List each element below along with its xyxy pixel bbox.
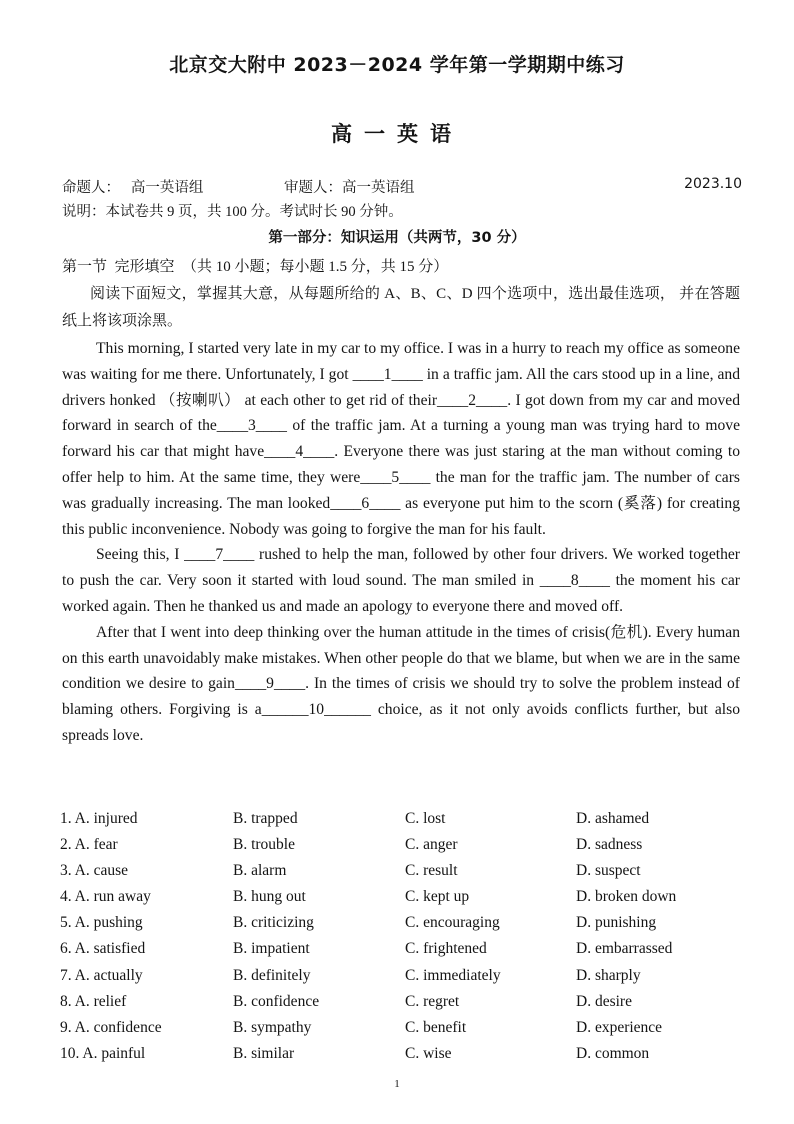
option-d: D. sadness xyxy=(576,836,643,854)
option-b: B. hung out xyxy=(233,888,306,906)
option-c: C. regret xyxy=(405,992,460,1010)
option-c: C. kept up xyxy=(405,888,470,906)
option-row xyxy=(60,862,750,888)
option-c: C. anger xyxy=(405,836,458,854)
option-c: C. encouraging xyxy=(405,914,500,932)
option-row xyxy=(60,836,750,862)
option-a: 5. A. pushing xyxy=(60,914,143,932)
option-b: B. impatient xyxy=(233,940,310,958)
option-c: C. immediately xyxy=(405,966,501,984)
option-c: C. result xyxy=(405,862,458,880)
option-d: D. common xyxy=(576,1044,650,1062)
option-c: C. frightened xyxy=(405,940,487,958)
option-b: B. trapped xyxy=(233,810,298,827)
option-d: D. experience xyxy=(576,1018,663,1036)
option-b: B. definitely xyxy=(233,966,311,984)
page-number: 1 xyxy=(394,1078,400,1090)
cloze-directions: 阅读下面短文，掌握其大意，从每题所给的 A、B、C、D 四个选项中，选出最佳选项， 并在答题纸上将该项涂黑。 xyxy=(62,286,740,329)
option-row xyxy=(60,888,750,914)
option-row xyxy=(60,993,750,1019)
option-row xyxy=(60,940,750,966)
reviewer-label: 审题人：高一英语组 xyxy=(284,180,415,196)
option-b: B. criticizing xyxy=(233,914,314,932)
passage-paragraph: Seeing this, I ____7____ rushed to help the man, followed by other four drivers. We worked together to push the car. Very soon it started with loud sound. The man smiled in ____8____ the moment his car worked again. Then he thanked us and made an apology to everyone there and moved off. xyxy=(62,546,740,615)
section-one-heading: 第一节 完形填空 （共 10 小题；每小题 1.5 分，共 15 分） xyxy=(62,259,449,275)
option-b: B. sympathy xyxy=(233,1018,312,1036)
option-b: B. trouble xyxy=(233,836,295,854)
exam-date: 2023.10 xyxy=(684,176,742,192)
option-row xyxy=(60,967,750,993)
option-d: D. broken down xyxy=(576,888,677,906)
option-row xyxy=(60,914,750,940)
option-d: D. desire xyxy=(576,992,632,1010)
option-a: 8. A. relief xyxy=(60,992,127,1010)
option-b: B. alarm xyxy=(233,862,287,880)
option-row xyxy=(60,1045,750,1071)
option-a: 7. A. actually xyxy=(60,966,143,984)
option-a: 2. A. fear xyxy=(60,836,118,854)
option-a: 4. A. run away xyxy=(60,888,151,906)
option-d: D. suspect xyxy=(576,862,641,880)
passage-paragraph: This morning, I started very late in my car to my office. I was in a hurry to reach my office as someone was waiting for me there. Unfortunately, I got ____1____ in a traffic jam. All the cars stood up in a line, and drivers honked （按喇叭） at each other to get rid of their____2____. I got down from my car and moved forward in search of the____3____ of the traffic jam. At a turning a young man was trying hard to move forward his car that might have____4____. Everyone there was just staring at the man without coming to offer help to him. At the same time, they were____5____ the man for the traffic jam. The number of cars was gradually increasing. The man looked____6____ as everyone put him to the scorn (奚落) for creating this public inconvenience. Nobody was going to forgive the man for his fault. xyxy=(62,340,740,538)
option-row xyxy=(60,1019,750,1045)
option-d: D. embarrassed xyxy=(576,940,673,958)
option-a: 1. A. injured xyxy=(60,810,138,827)
option-d: D. sharply xyxy=(576,966,641,984)
answer-options xyxy=(60,810,750,1071)
setter-label: 命题人： 高一英语组 xyxy=(62,180,204,196)
option-d: D. ashamed xyxy=(576,810,650,827)
option-a: 6. A. satisfied xyxy=(60,940,146,958)
option-c: C. wise xyxy=(405,1044,452,1062)
exam-title: 北京交大附中 2023－2024 学年第一学期期中练习 xyxy=(169,54,625,76)
cloze-passage xyxy=(62,336,740,749)
option-c: C. benefit xyxy=(405,1018,467,1036)
option-d: D. punishing xyxy=(576,914,657,932)
part-one-heading: 第一部分：知识运用（共两节，30 分） xyxy=(268,230,526,246)
option-a: 10. A. painful xyxy=(60,1044,146,1062)
subject-title: 高一英语 xyxy=(331,122,463,146)
passage-paragraph: After that I went into deep thinking over the human attitude in the times of crisis(危机). Every human on this earth unavoidably make mistakes. When other people do that we blame, but when we are in the same condition we desire to gain____9____. In the times of crisis we should try to solve the problem instead of blaming others. Forgiving is a______10______ choice, as it not only avoids conflicts further, but also spreads love. xyxy=(62,623,740,744)
option-b: B. similar xyxy=(233,1044,295,1062)
exam-instructions: 说明：本试卷共 9 页，共 100 分。考试时长 90 分钟。 xyxy=(62,204,403,220)
option-c: C. lost xyxy=(405,810,446,827)
option-b: B. confidence xyxy=(233,992,320,1010)
option-row xyxy=(60,810,750,836)
option-a: 9. A. confidence xyxy=(60,1018,162,1036)
option-a: 3. A. cause xyxy=(60,862,129,880)
